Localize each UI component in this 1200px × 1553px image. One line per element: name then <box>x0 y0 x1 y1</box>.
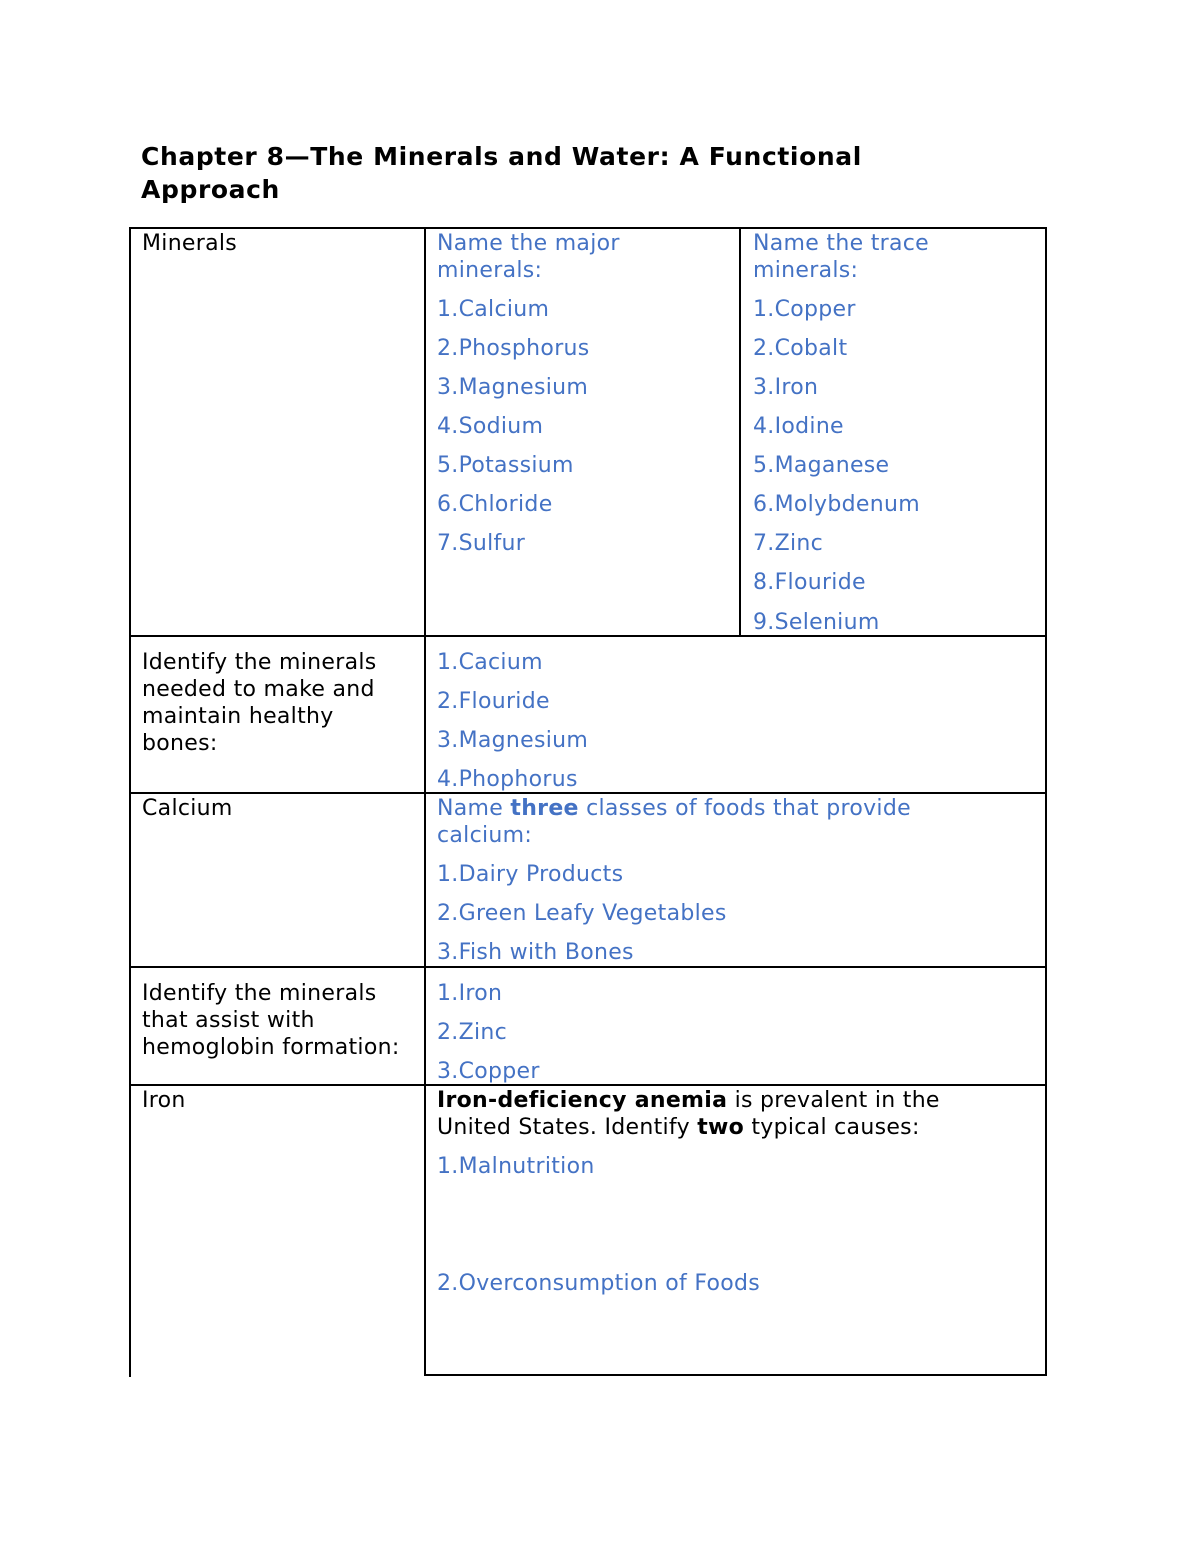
iron-prompt <box>437 1087 997 1141</box>
trace-mineral-item: 5.Maganese <box>753 453 890 478</box>
bones-question-label: Identify the minerals needed to make and maintain healthy bones: <box>142 650 377 756</box>
major-mineral-item: 3.Magnesium <box>437 375 589 400</box>
row-divider <box>129 792 1047 794</box>
calcium-prompt-emphasis: three <box>510 796 579 821</box>
iron-prompt-mid: is prevalent in the United States. Identify <box>437 1088 940 1140</box>
major-mineral-item: 2.Phosphorus <box>437 336 590 361</box>
iron-prompt-post: typical causes: <box>744 1115 920 1140</box>
calcium-food-item: 3.Fish with Bones <box>437 940 634 965</box>
hemoglobin-answer-item: 1.Iron <box>437 981 503 1006</box>
major-mineral-item: 6.Chloride <box>437 492 553 517</box>
major-minerals-prompt: Name the major minerals: <box>437 231 620 283</box>
calcium-prompt-post: classes of foods that provide calcium: <box>437 796 911 848</box>
table-border-right <box>1045 227 1047 1376</box>
major-mineral-item: 1.Calcium <box>437 297 550 322</box>
page-title: Chapter 8—The Minerals and Water: A Functional Approach <box>141 142 862 204</box>
calcium-prompt-pre: Name <box>437 796 511 821</box>
trace-mineral-item: 8.Flouride <box>753 570 866 595</box>
row-divider <box>129 966 1047 968</box>
trace-minerals-prompt: Name the trace minerals: <box>753 231 929 283</box>
trace-mineral-item: 2.Cobalt <box>753 336 848 361</box>
row-divider <box>129 1084 1047 1086</box>
hemoglobin-answer-item: 2.Zinc <box>437 1020 508 1045</box>
major-mineral-item: 4.Sodium <box>437 414 544 439</box>
iron-prompt-count: two <box>697 1115 745 1140</box>
major-mineral-item: 7.Sulfur <box>437 531 526 556</box>
hemoglobin-question-label: Identify the minerals that assist with hemoglobin formation: <box>142 981 400 1060</box>
calcium-prompt <box>437 795 997 849</box>
trace-mineral-item: 1.Copper <box>753 297 856 322</box>
column-divider-trace <box>739 227 741 637</box>
bones-answer-item: 3.Magnesium <box>437 728 589 753</box>
table-border-left <box>129 227 131 1377</box>
major-mineral-item: 5.Potassium <box>437 453 574 478</box>
iron-cause-item: 2.Overconsumption of Foods <box>437 1271 761 1296</box>
calcium-food-item: 1.Dairy Products <box>437 862 624 887</box>
trace-mineral-item: 9.Selenium <box>753 610 880 635</box>
iron-cause-item: 1.Malnutrition <box>437 1154 595 1179</box>
bones-answer-item: 2.Flouride <box>437 689 550 714</box>
trace-mineral-item: 7.Zinc <box>753 531 824 556</box>
calcium-food-item: 2.Green Leafy Vegetables <box>437 901 727 926</box>
calcium-label: Calcium <box>142 796 233 821</box>
bones-answer-item: 4.Phophorus <box>437 767 578 792</box>
trace-mineral-item: 6.Molybdenum <box>753 492 920 517</box>
iron-prompt-emphasis: Iron-deficiency anemia <box>437 1088 728 1113</box>
hemoglobin-answer-item: 3.Copper <box>437 1059 540 1084</box>
trace-mineral-item: 3.Iron <box>753 375 819 400</box>
table-border-top <box>129 227 1047 229</box>
bones-answer-item: 1.Cacium <box>437 650 543 675</box>
table-border-bottom <box>424 1374 1047 1376</box>
trace-mineral-item: 4.Iodine <box>753 414 844 439</box>
column-divider <box>424 227 426 1376</box>
row-divider <box>129 635 1047 637</box>
iron-label: Iron <box>142 1088 186 1113</box>
minerals-label: Minerals <box>142 231 238 256</box>
